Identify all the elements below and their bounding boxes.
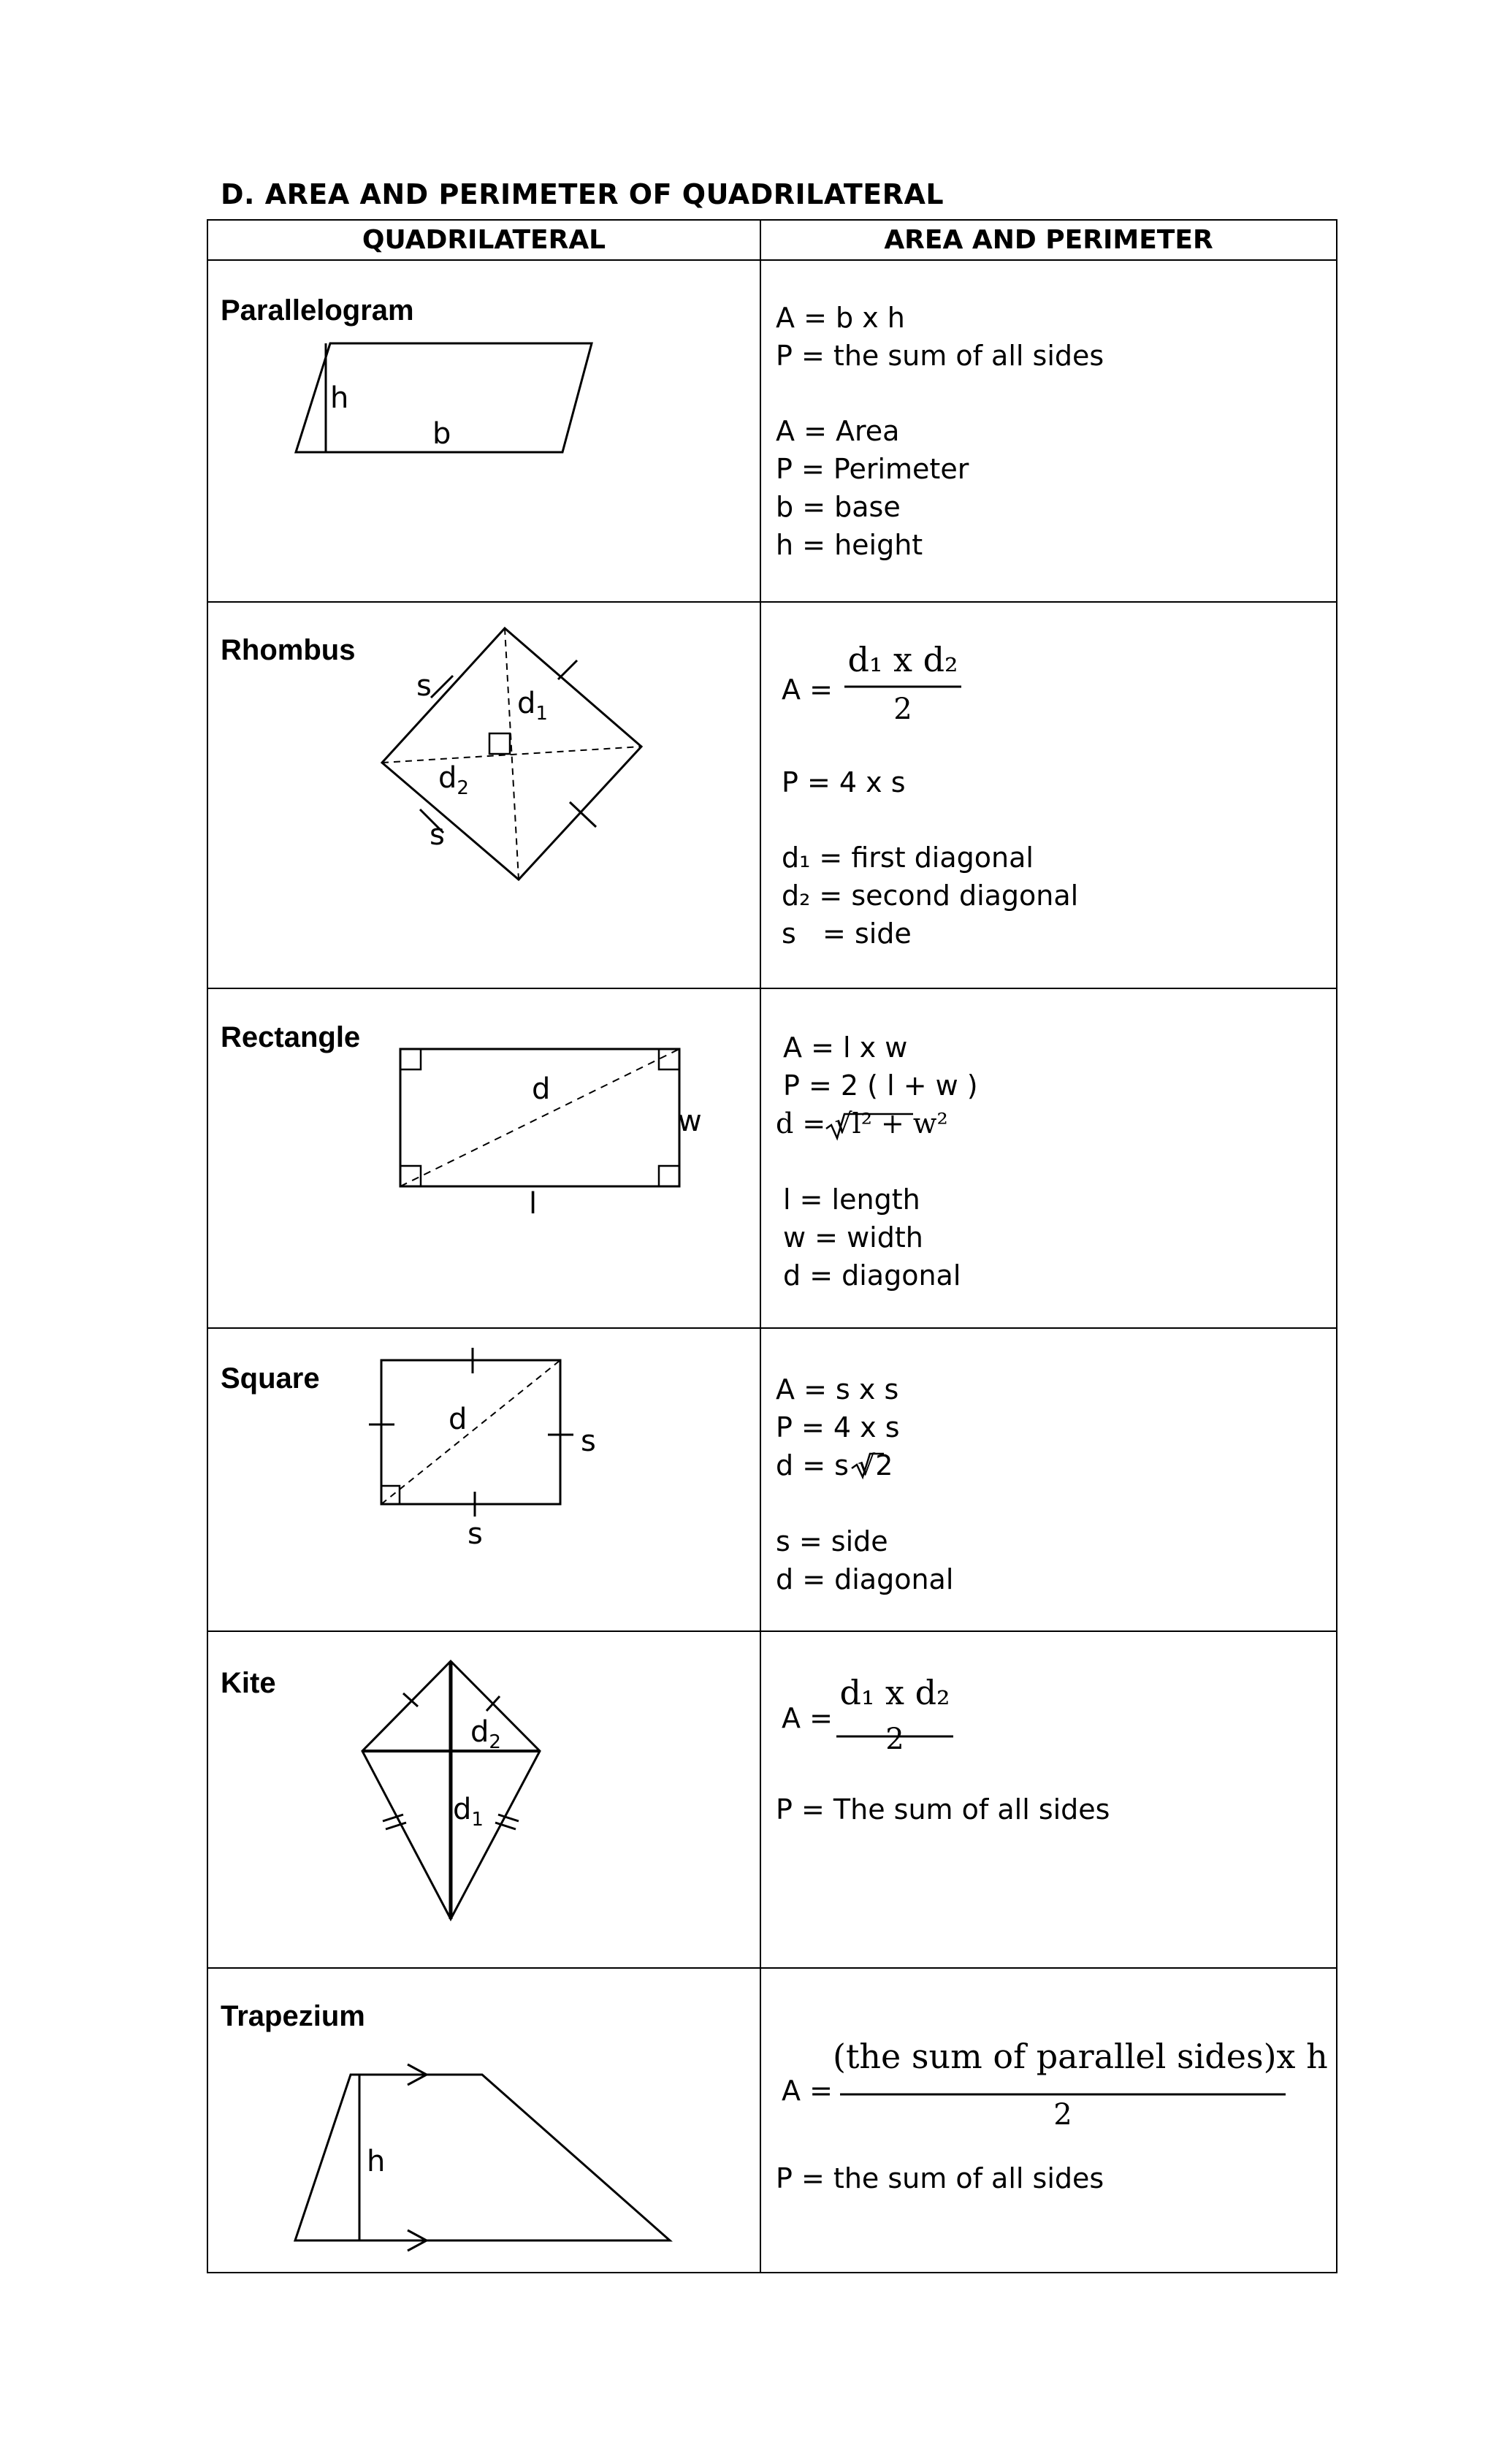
area-prefix: A = xyxy=(782,2075,833,2107)
label-d: d xyxy=(449,1403,468,1436)
formula-line: P = the sum of all sides xyxy=(776,340,1104,372)
area-denominator: 2 xyxy=(885,1723,904,1756)
formula-line: d₁ = first diagonal xyxy=(782,842,1034,874)
label-l: l xyxy=(529,1187,538,1221)
tick-mark xyxy=(431,676,453,698)
formula-line: A = b x h xyxy=(776,302,905,334)
label-d1: $d_1$ xyxy=(453,1793,484,1831)
square-diagonal xyxy=(381,1360,560,1504)
formula-line: P = 2 ( l + w ) xyxy=(783,1069,978,1102)
diagonal-formula: d = √l² + w² xyxy=(776,1107,948,1140)
area-numerator: (the sum of parallel sides)x h xyxy=(833,2037,1328,2076)
formula-line: P = 4 x s xyxy=(776,1411,900,1443)
column-header-area-perimeter: AREA AND PERIMETER xyxy=(884,225,1213,255)
label-b: b xyxy=(432,417,451,451)
label-s: s xyxy=(468,1517,483,1551)
formula-line: P = Perimeter xyxy=(776,453,969,485)
label-d2: $d_2$ xyxy=(470,1715,501,1753)
formula-line: s = side xyxy=(776,1525,888,1557)
area-prefix: A = xyxy=(782,1702,833,1734)
label-s: s xyxy=(581,1424,596,1458)
tick-mark xyxy=(498,1815,519,1821)
tick-mark xyxy=(558,660,577,679)
label-s: s xyxy=(416,669,432,703)
formula-line: l = length xyxy=(783,1183,920,1216)
formula-line: h = height xyxy=(776,529,923,561)
page-title: D. AREA AND PERIMETER OF QUADRILATERAL xyxy=(221,178,944,210)
rectangle-title: Rectangle xyxy=(221,1021,361,1053)
formula-line: b = base xyxy=(776,491,901,523)
formula-line: A = Area xyxy=(776,415,900,447)
square-title: Square xyxy=(221,1362,320,1395)
square-shape xyxy=(381,1360,560,1504)
label-d: d xyxy=(532,1072,551,1106)
formula-line: d = diagonal xyxy=(776,1563,954,1595)
formula-line: d = diagonal xyxy=(783,1259,961,1292)
label-w: w xyxy=(678,1105,702,1138)
rectangle-diagonal xyxy=(400,1049,679,1186)
area-prefix: A = xyxy=(782,674,833,706)
rhombus-title: Rhombus xyxy=(221,634,356,666)
formula-line: P = 4 x s xyxy=(782,766,906,798)
area-denominator: 2 xyxy=(1053,2098,1072,2132)
label-d2: $d_2$ xyxy=(438,761,469,799)
column-header-quadrilateral: QUADRILATERAL xyxy=(362,225,606,255)
formula-line: d₂ = second diagonal xyxy=(782,880,1079,912)
right-angle-mark xyxy=(489,733,510,754)
area-denominator: 2 xyxy=(893,693,912,726)
parallelogram-title: Parallelogram xyxy=(221,294,414,327)
kite-title: Kite xyxy=(221,1667,276,1699)
label-d1: $d_1$ xyxy=(517,687,548,725)
formula-line: s = side xyxy=(782,918,912,950)
label-h: h xyxy=(367,2145,386,2178)
trapezium-title: Trapezium xyxy=(221,2000,365,2032)
formula-line: A = s x s xyxy=(776,1373,899,1405)
formula-line: P = the sum of all sides xyxy=(776,2162,1104,2194)
formula-line: P = The sum of all sides xyxy=(776,1793,1110,1826)
trapezium-shape xyxy=(295,2075,670,2240)
label-s: s xyxy=(430,818,445,852)
area-numerator: d₁ x d₂ xyxy=(839,1673,950,1712)
area-numerator: d₁ x d₂ xyxy=(847,640,958,679)
formula-line: w = width xyxy=(783,1221,923,1254)
formula-line: A = l x w xyxy=(783,1031,908,1064)
label-h: h xyxy=(330,381,349,415)
tick-mark xyxy=(383,1815,403,1821)
tick-mark xyxy=(570,802,596,827)
formula-line: d = s √2 xyxy=(776,1449,893,1481)
